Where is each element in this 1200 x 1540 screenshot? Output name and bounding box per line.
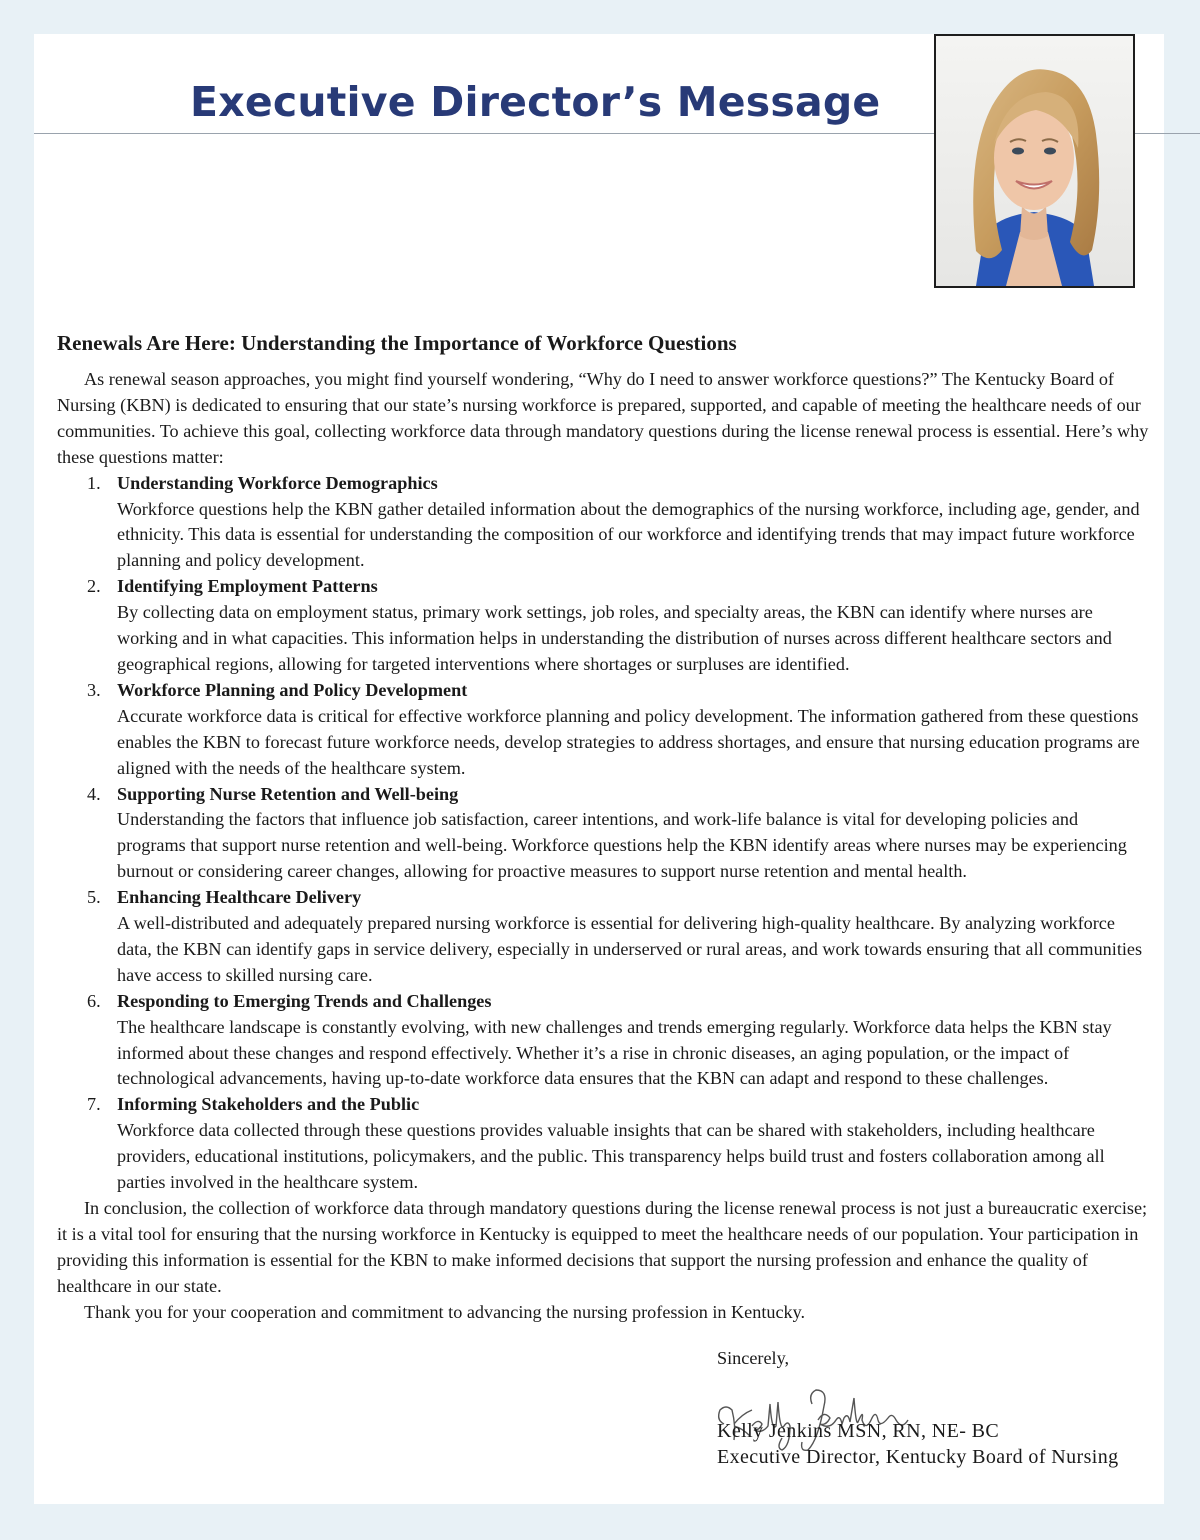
list-item-title: Supporting Nurse Retention and Well-being bbox=[117, 783, 459, 804]
list-item bbox=[57, 471, 1149, 575]
conclusion-paragraph: In conclusion, the collection of workforce data through mandatory questions during the license renewal process is not just a bureaucratic exercise; it is a vital tool for ensuring that the nursing workforce in Kentucky is equipped to meet the healthcare needs of our population. Your participation in providing this information is essential for the KBN to make informed decisions that support the nursing profession and enhance the quality of healthcare in our state. bbox=[57, 1198, 1148, 1296]
list-number: 3. bbox=[87, 679, 101, 700]
list-number: 4. bbox=[87, 783, 101, 804]
list-number: 2. bbox=[87, 576, 101, 597]
portrait-image bbox=[936, 36, 1133, 286]
article bbox=[57, 328, 1149, 1326]
closing-salutation: Sincerely, bbox=[717, 1348, 790, 1368]
director-portrait bbox=[934, 34, 1135, 288]
article-heading: Renewals Are Here: Understanding the Importance of Workforce Questions bbox=[57, 331, 737, 355]
reasons-list bbox=[57, 471, 1149, 1196]
list-number: 6. bbox=[87, 990, 101, 1011]
signer-name: Kelly Jenkins MSN, RN, NE- BC bbox=[717, 1420, 1000, 1442]
list-number: 7. bbox=[87, 1094, 101, 1115]
list-item-body: A well-distributed and adequately prepared nursing workforce is essential for delivering high-quality healthcare. By analyzing workforce data, the KBN can identify gaps in service delivery, especially in underserved or rural areas, and work towards ensuring that all communities have access to skilled nursing care. bbox=[117, 913, 1143, 985]
list-item bbox=[57, 782, 1149, 886]
list-item-title: Workforce Planning and Policy Development bbox=[117, 679, 468, 700]
list-number: 5. bbox=[87, 887, 101, 908]
thanks-paragraph: Thank you for your cooperation and commitment to advancing the nursing profession in Kentucky. bbox=[84, 1301, 806, 1322]
intro-paragraph: As renewal season approaches, you might find yourself wondering, “Why do I need to answer workforce questions?” The Kentucky Board of Nursing (KBN) is dedicated to ensuring that our state’s nursing workforce is prepared, supported, and capable of meeting the healthcare needs of our communities. To achieve this goal, collecting workforce data through mandatory questions during the license renewal process is essential. Here’s why these questions matter: bbox=[57, 369, 1149, 467]
list-item-body: Accurate workforce data is critical for effective workforce planning and policy development. The information gathered from these questions enables the KBN to forecast future workforce needs, develop strategies to address shortages, and ensure that nursing education programs are aligned with the needs of the healthcare system. bbox=[117, 705, 1140, 778]
list-item-title: Informing Stakeholders and the Public bbox=[117, 1094, 420, 1115]
page-title: Executive Director’s Message bbox=[190, 78, 881, 126]
list-item-title: Responding to Emerging Trends and Challenges bbox=[117, 990, 492, 1011]
list-item-title: Identifying Employment Patterns bbox=[117, 576, 378, 597]
list-number: 1. bbox=[87, 472, 101, 493]
signer-title: Executive Director, Kentucky Board of Nursing bbox=[717, 1446, 1119, 1468]
list-item bbox=[57, 678, 1149, 782]
list-item-body: By collecting data on employment status, primary work settings, job roles, and specialty areas, the KBN can identify where nurses are working and in what capacities. This information helps in understanding the distribution of nurses across different healthcare sectors and geographical regions, allowing for targeted interventions where shortages or surpluses are identified. bbox=[117, 602, 1112, 674]
list-item bbox=[57, 885, 1149, 989]
list-item-body: The healthcare landscape is constantly evolving, with new challenges and trends emerging regularly. Workforce data helps the KBN stay informed about these changes and respond effectively. Whether it’s a rise in chronic diseases, an aging population, or the impact of technological advancements, having up-to-date workforce data ensures that the KBN can adapt and respond to these challenges. bbox=[117, 1016, 1112, 1089]
list-item-body: Workforce questions help the KBN gather detailed information about the demographics of the nursing workforce, including age, gender, and ethnicity. This data is essential for understanding the composition of our workforce and identifying trends that may impact future workforce planning and policy development. bbox=[117, 498, 1140, 571]
list-item bbox=[57, 574, 1149, 678]
list-item bbox=[57, 1092, 1149, 1196]
list-item bbox=[57, 989, 1149, 1093]
list-item-body: Understanding the factors that influence job satisfaction, career intentions, and work-life balance is vital for developing policies and programs that support nurse retention and well-being. Workforce questions help the KBN identify areas where nurses may be experiencing burnout or considering career changes, allowing for proactive measures to support nurse retention and mental health. bbox=[117, 809, 1127, 882]
list-item-title: Enhancing Healthcare Delivery bbox=[117, 887, 362, 908]
list-item-title: Understanding Workforce Demographics bbox=[117, 472, 438, 493]
list-item-body: Workforce data collected through these questions provides valuable insights that can be shared with stakeholders, including healthcare providers, educational institutions, policymakers, and the public. This transparency helps build trust and fosters collaboration among all parties involved in the healthcare system. bbox=[117, 1120, 1105, 1193]
